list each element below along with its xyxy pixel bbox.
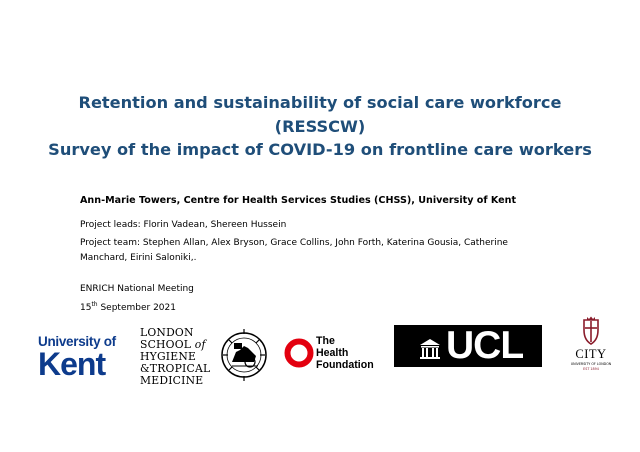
university-of-kent-logo bbox=[38, 334, 118, 382]
meeting-date bbox=[80, 297, 194, 316]
city-university-logo bbox=[568, 316, 614, 382]
lshtm-line-4: &TROPICAL bbox=[140, 362, 211, 375]
lshtm-school: SCHOOL bbox=[140, 338, 192, 351]
ucl-portico-icon bbox=[418, 337, 442, 361]
meeting-day: 15 bbox=[80, 303, 92, 313]
project-leads-names: Florin Vadean, Shereen Hussein bbox=[140, 220, 287, 230]
project-leads-label: Project leads: bbox=[80, 220, 141, 230]
kent-logo-line1: University of bbox=[38, 334, 116, 349]
author-line: Ann-Marie Towers, Centre for Health Services Studies (CHSS), University of Kent bbox=[80, 195, 517, 206]
slide-title bbox=[0, 91, 640, 162]
title-line-1: Retention and sustainability of social care workforce bbox=[78, 93, 562, 112]
lshtm-line-1: LONDON bbox=[140, 326, 194, 339]
ucl-logo bbox=[394, 325, 542, 367]
health-foundation-mark-icon bbox=[284, 338, 314, 368]
meeting-day-suffix: th bbox=[91, 301, 98, 308]
meeting-month-year: September 2021 bbox=[97, 303, 176, 313]
health-logo-line1: The bbox=[316, 335, 335, 347]
health-logo-line3: Foundation bbox=[316, 359, 374, 371]
city-crest-icon bbox=[576, 316, 606, 346]
lshtm-line-5: MEDICINE bbox=[140, 374, 204, 387]
lshtm-line-3: HYGIENE bbox=[140, 350, 197, 363]
city-logo-est: EST 1894 bbox=[583, 367, 599, 371]
project-team bbox=[80, 236, 550, 266]
health-logo-line2: Health bbox=[316, 347, 349, 359]
project-team-names: Stephen Allan, Alex Bryson, Grace Collins, John Forth, Katerina Gousia, Catherine Manchard, Eirini Saloniki,. bbox=[80, 238, 508, 263]
meeting-info bbox=[80, 282, 194, 316]
kent-logo-line2: Kent bbox=[38, 346, 106, 382]
meeting-name: ENRICH National Meeting bbox=[80, 284, 194, 294]
ucl-logo-text: UCL bbox=[446, 324, 524, 367]
title-line-3: Survey of the impact of COVID-19 on frontline care workers bbox=[48, 140, 592, 159]
lshtm-of: of bbox=[194, 338, 206, 351]
city-logo-name: CITY bbox=[575, 347, 607, 361]
project-leads bbox=[80, 220, 286, 230]
lshtm-crest-icon bbox=[220, 326, 268, 384]
lshtm-logo bbox=[140, 327, 220, 385]
project-team-label: Project team: bbox=[80, 238, 141, 248]
title-line-2: (RESSCW) bbox=[274, 116, 366, 136]
city-logo-subtitle: UNIVERSITY OF LONDON bbox=[570, 362, 612, 366]
health-foundation-logo bbox=[284, 335, 380, 371]
